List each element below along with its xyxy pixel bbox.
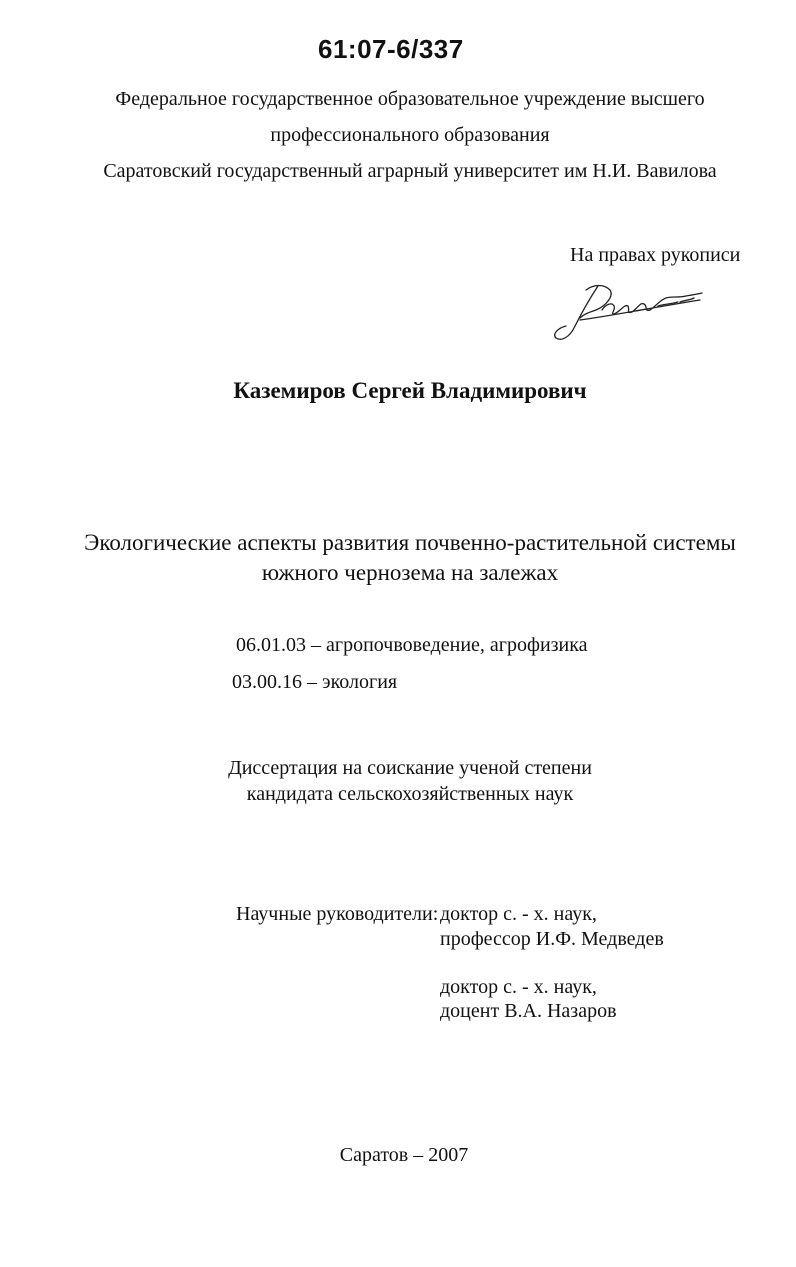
institution-line-3: Саратовский государственный аграрный университет им Н.И. Вавилова [103, 160, 717, 182]
supervisor-1-degree: доктор с. - х. наук, [440, 903, 597, 925]
specialty-1: 06.01.03 – агропочвоведение, агрофизика [236, 634, 588, 656]
institution-line-2: профессионального образования [270, 124, 550, 146]
thesis-title-line-2: южного чернозема на залежах [261, 560, 559, 585]
catalog-number: 61:07-6/337 [318, 34, 464, 64]
degree-line-2: кандидата сельскохозяйственных наук [246, 783, 574, 805]
supervisor-2-degree: доктор с. - х. наук, [440, 976, 597, 998]
supervisor-2-name: доцент В.А. Назаров [440, 1000, 617, 1022]
supervisor-1-name: профессор И.Ф. Медведев [440, 928, 664, 950]
thesis-title-line-1: Экологические аспекты развития почвенно-растительной системы [84, 530, 736, 555]
supervisors-label: Научные руководители: [236, 903, 439, 925]
specialty-2: 03.00.16 – экология [232, 671, 398, 693]
institution-line-1: Федеральное государственное образовательное учреждение высшего [115, 88, 705, 110]
degree-line-1: Диссертация на соискание ученой степени [228, 757, 592, 779]
rights-note: На правах рукописи [570, 244, 741, 266]
signature-image [540, 276, 710, 346]
author-name: Каземиров Сергей Владимирович [233, 378, 587, 403]
city-year: Саратов – 2007 [339, 1144, 469, 1166]
